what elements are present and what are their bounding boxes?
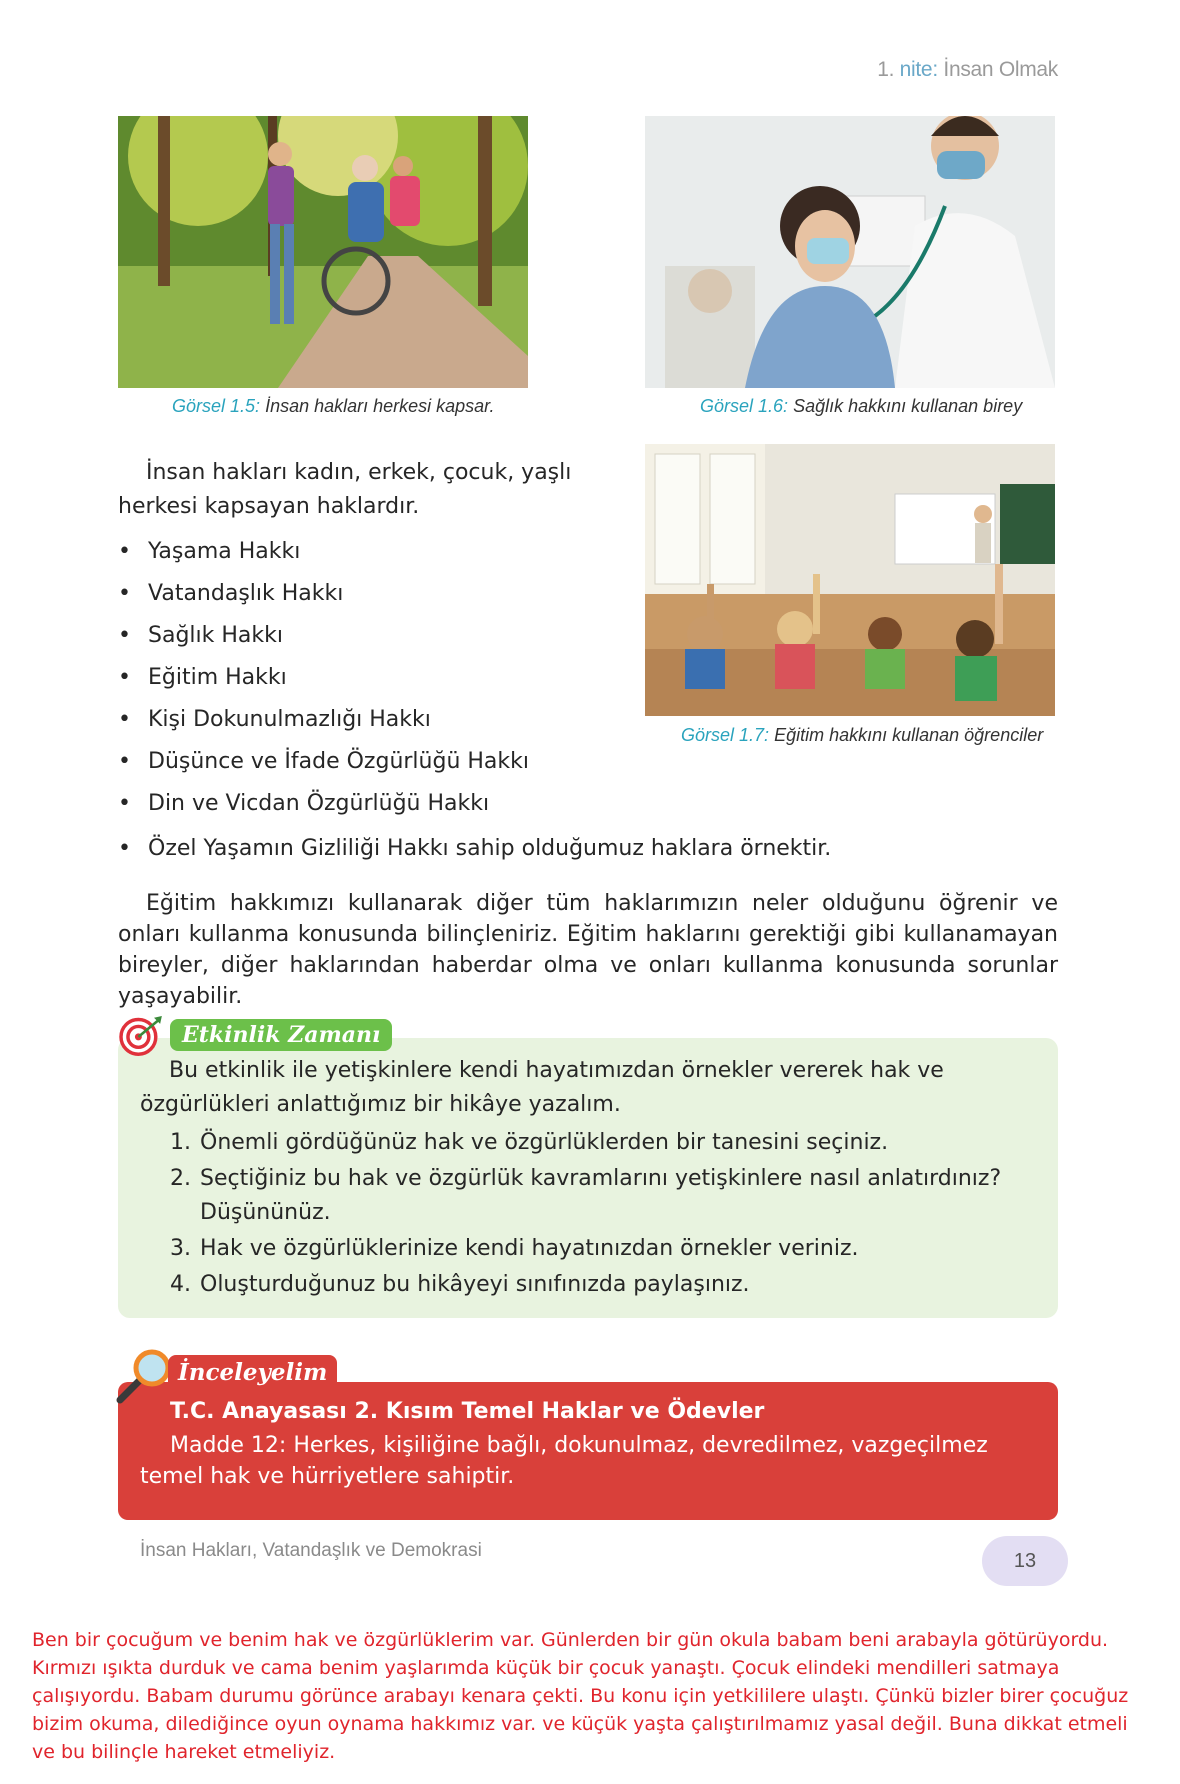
education-paragraph: Eğitim hakkımızı kullanarak diğer tüm haklarımızın neler olduğunu öğrenir ve onları kullanma konusunda bilinçleniriz. Eğitim haklarını gerektiği gibi kullanamayan bireyler, diğer haklarından haberdar olma ve onları kullanma konusunda sorunlar yaşayabilir. — [118, 891, 1058, 1009]
step-number: 4. — [170, 1272, 191, 1297]
activity-title: Etkinlik Zamanı — [170, 1019, 392, 1051]
unit-number: 1. — [877, 58, 895, 81]
list-item: • Özel Yaşamın Gizliliği Hakkı sahip olduğumuz haklara örnektir. — [118, 828, 831, 870]
unit-word: nite: — [899, 58, 938, 81]
step-number: 2. — [170, 1166, 191, 1191]
rights-list — [118, 531, 831, 870]
figure-label: Görsel 1.7: — [681, 725, 770, 745]
target-icon — [116, 1016, 166, 1056]
list-item: • Sağlık Hakkı — [118, 615, 831, 657]
unit-title: İnsan Olmak — [943, 58, 1058, 81]
list-item — [170, 1268, 1034, 1302]
list-item — [170, 1126, 1034, 1160]
list-item: • Vatandaşlık Hakkı — [118, 573, 831, 615]
step-text: Seçtiğiniz bu hak ve özgürlük kavramlarını yetişkinlere nasıl anlatırdınız? Düşününüz. — [200, 1166, 1002, 1225]
list-item: • Düşünce ve İfade Özgürlüğü Hakkı — [118, 741, 831, 783]
examine-body: Madde 12: Herkes, kişiliğine bağlı, dokunulmaz, devredilmez, vazgeçilmez temel hak ve hürriyetlere sahiptir. — [140, 1433, 988, 1489]
student-answer: Ben bir çocuğum ve benim hak ve özgürlüklerim var. Günlerden bir gün okula babam beni arabayla götürüyordu. Kırmızı ışıkta durduk ve cama benim yaşlarımda küçük bir çocuk yanaştı. Çocuk elindeki mendilleri satmaya çalışıyordu. Babam durumu görünce arabayı kenara çekti. Bu konu için yetkililere ulaştı. Çünkü bizler birer çocuğuz bizim okuma, dilediğince oyun oynama hakkımız var. ve küçük yaşta çalıştırılmamız yasal değil. Buna dikkat etmeli ve bu bilinçle hareket etmeliyiz. — [32, 1629, 1129, 1763]
activity-intro: Bu etkinlik ile yetişkinlere kendi hayatımızdan örnekler vererek hak ve özgürlükleri anlattığımız bir hikâye yazalım. — [140, 1058, 944, 1117]
book-title: İnsan Hakları, Vatandaşlık ve Demokrasi — [140, 1540, 482, 1561]
intro-text: İnsan hakları kadın, erkek, çocuk, yaşlı herkesi kapsayan haklardır. — [118, 460, 572, 519]
step-text: Oluşturduğunuz bu hikâyeyi sınıfınızda paylaşınız. — [200, 1272, 750, 1297]
figure-text: Eğitim hakkını kullanan öğrenciler — [774, 725, 1044, 745]
photo-doctor-patient — [645, 116, 1055, 388]
list-item: • Eğitim Hakkı — [118, 657, 831, 699]
step-number: 3. — [170, 1236, 191, 1261]
list-item — [170, 1162, 1034, 1230]
list-item — [170, 1232, 1034, 1266]
examine-heading: T.C. Anayasası 2. Kısım Temel Haklar ve Ödevler — [170, 1399, 765, 1424]
list-item: • Din ve Vicdan Özgürlüğü Hakkı — [118, 783, 831, 825]
examine-title: İnceleyelim — [168, 1355, 337, 1389]
figure-text: Sağlık hakkını kullanan birey — [793, 396, 1023, 416]
step-text: Önemli gördüğünüz hak ve özgürlüklerden bir tanesini seçiniz. — [200, 1130, 889, 1155]
figure-label: Görsel 1.5: — [172, 396, 261, 416]
figure-caption-1-5 — [172, 396, 495, 417]
figure-text: İnsan hakları herkesi kapsar. — [265, 396, 495, 416]
magnifier-icon — [116, 1346, 174, 1404]
page-number: 13 — [982, 1536, 1068, 1586]
list-item: • Yaşama Hakkı — [118, 531, 831, 573]
activity-steps — [170, 1126, 1034, 1304]
unit-header — [877, 58, 1058, 82]
figure-caption-1-6 — [700, 396, 1022, 417]
list-item: • Kişi Dokunulmazlığı Hakkı — [118, 699, 831, 741]
photo-park-wheelchair — [118, 116, 528, 388]
figure-label: Görsel 1.6: — [700, 396, 789, 416]
step-text: Hak ve özgürlüklerinize kendi hayatınızdan örnekler veriniz. — [200, 1236, 859, 1261]
step-number: 1. — [170, 1130, 191, 1155]
